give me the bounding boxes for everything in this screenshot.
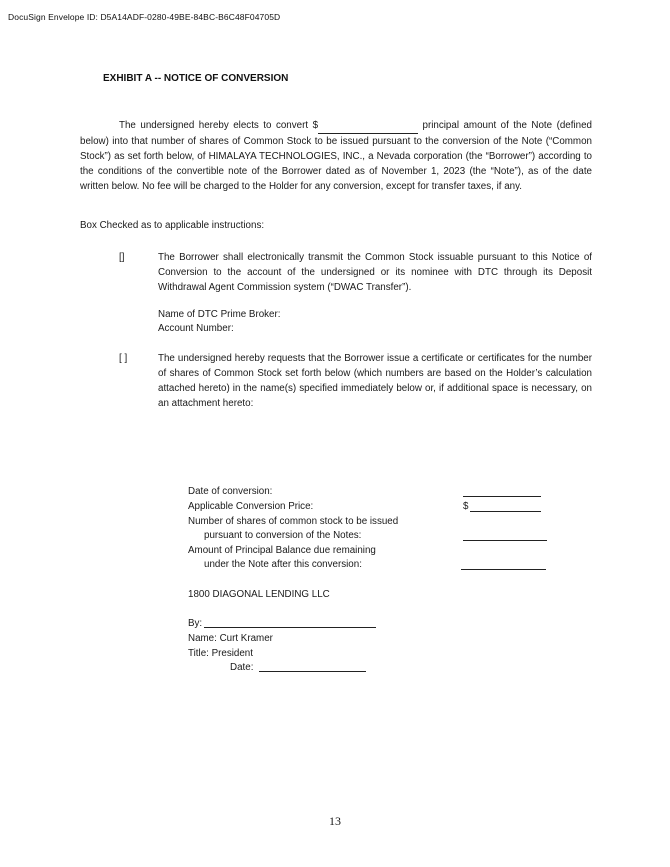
option2-checkbox[interactable]: [ ] [119,353,128,364]
option2-text: The undersigned hereby requests that the Borrower issue a certificate or certificates for the number of shares of Common Stock set forth below (which numbers are based on the Holder’s calculation attached hereto) in the name(s) specified immediately below or, if additional space is necessary, on an attachment hereto: [158,353,592,409]
intro-paragraph [80,118,592,194]
page-title: EXHIBIT A -- NOTICE OF CONVERSION [103,73,289,84]
balance-label-line2: under the Note after this conversion: [204,559,362,570]
option1-text: The Borrower shall electronically transmit the Common Stock issuable pursuant to this Notice of Conversion to the account of the undersigned or its nominee with DTC through its Deposit Withdrawal Agent Commission system (“DWAC Transfer”). [158,252,592,293]
account-number-label: Account Number: [158,323,234,334]
signature-date-blank[interactable] [259,671,366,672]
dtc-broker-label: Name of DTC Prime Broker: [158,309,281,320]
intro-text-start: The undersigned hereby elects to convert $ [119,120,319,131]
conversion-price-dollar: $ [463,501,469,512]
balance-label-line1: Amount of Principal Balance due remaining [188,545,376,556]
page-number: 13 [329,814,341,828]
amount-blank [318,118,418,134]
box-heading: Box Checked as to applicable instructions: [80,220,265,231]
date-of-conversion-label: Date of conversion: [188,486,273,497]
shares-label-line1: Number of shares of common stock to be issued [188,516,399,527]
signature-by-blank[interactable] [204,627,376,628]
shares-blank[interactable] [463,540,547,541]
conversion-price-blank[interactable] [470,511,541,512]
intro-text-rest: principal amount of the Note (defined below) into that number of shares of Common Stock to be issued pursuant to the conversion of the Note (“Common Stock”) as set forth below, of HIMALAYA TECHNOLOGIES, INC., a Nevada corporation (the “Borrower”) according to the conditions of the convertible note of the Borrower dated as of November 1, 2023 (the “Note”), as of the date written below. No fee will be charged to the Holder for any conversion, except for transfer taxes, if any. [80,120,592,192]
signature-date-label: Date: [230,662,254,673]
company-name: 1800 DIAGONAL LENDING LLC [188,589,330,600]
signature-by-label: By: [188,618,203,629]
shares-label-line2: pursuant to conversion of the Notes: [204,530,362,541]
balance-blank[interactable] [461,569,546,570]
envelope-id: DocuSign Envelope ID: D5A14ADF-0280-49BE-84BC-B6C48F04705D [8,12,281,22]
signer-title: Title: President [188,648,253,659]
date-of-conversion-blank[interactable] [463,496,541,497]
conversion-price-label: Applicable Conversion Price: [188,501,314,512]
signer-name: Name: Curt Kramer [188,633,273,644]
option1-checkbox[interactable]: [] [119,252,125,263]
